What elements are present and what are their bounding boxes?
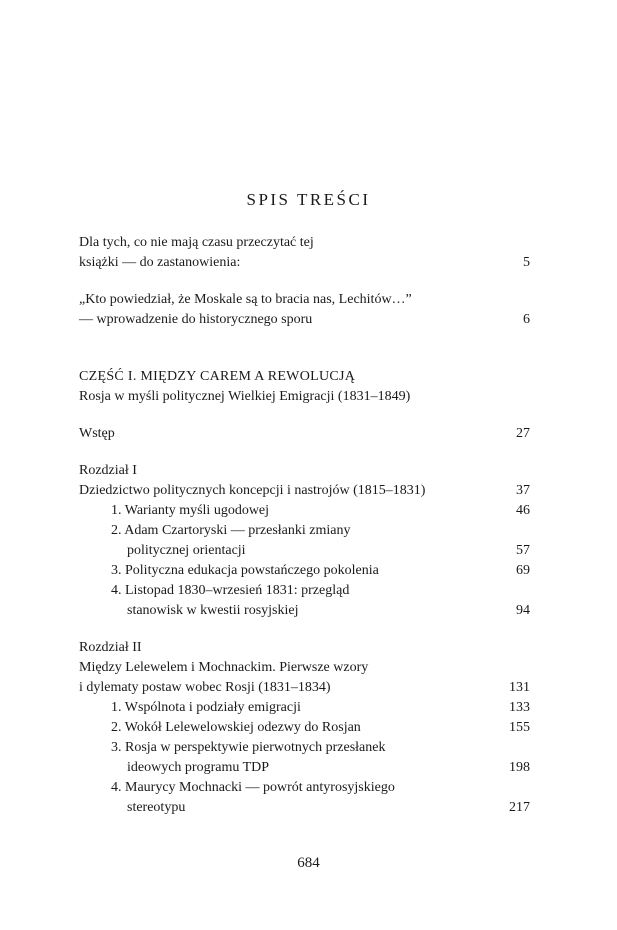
toc-page-number: 46 xyxy=(516,503,530,518)
toc-entry-text: Dla tych, co nie mają czasu przeczytać tej xyxy=(79,235,314,250)
toc-part-heading: CZĘŚĆ I. MIĘDZY CAREM A REWOLUCJĄ xyxy=(79,369,356,384)
toc-entry-text: 2. Wokół Lelewelowskiej odezwy do Rosjan xyxy=(111,720,361,735)
toc-page-number: 217 xyxy=(509,800,530,815)
toc-section-cont xyxy=(79,798,530,818)
toc-part-subheading: Rosja w myśli politycznej Wielkiej Emigracji (1831–1849) xyxy=(79,389,411,404)
toc-section xyxy=(79,581,530,601)
toc-entry-text: Dziedzictwo politycznych koncepcji i nastrojów (1815–1831) xyxy=(79,483,426,498)
toc-entry-intro1 xyxy=(79,233,530,253)
toc-entry-text: 2. Adam Czartoryski — przesłanki zmiany xyxy=(111,523,351,538)
toc-section xyxy=(79,501,530,521)
toc-chapter-number: Rozdział II xyxy=(79,640,142,655)
toc-entry-text: Wstęp xyxy=(79,426,115,441)
toc-page-number: 57 xyxy=(516,543,530,558)
page-number: 684 xyxy=(297,855,320,871)
toc-page-number: 37 xyxy=(516,483,530,498)
toc-entry-text: stereotypu xyxy=(127,800,186,815)
toc-entry-text: i dylematy postaw wobec Rosji (1831–1834) xyxy=(79,680,331,695)
toc-page-number: 94 xyxy=(516,603,530,618)
toc-chapter-label xyxy=(79,638,530,658)
toc-section xyxy=(79,561,530,581)
toc-entry-text: politycznej orientacji xyxy=(127,543,246,558)
toc-part-subtitle xyxy=(79,387,530,407)
toc-section xyxy=(79,778,530,798)
toc-entry-text: „Kto powiedział, że Moskale są to bracia nas, Lechitów…” xyxy=(79,292,412,307)
toc-section-cont xyxy=(79,541,530,561)
toc-entry-intro2 xyxy=(79,290,530,310)
toc-section-cont xyxy=(79,758,530,778)
toc-page-number: 133 xyxy=(509,700,530,715)
toc-entry-wstep xyxy=(79,424,530,444)
toc-section xyxy=(79,698,530,718)
toc-entry-intro2-cont xyxy=(79,310,530,330)
toc-chapter-title xyxy=(79,658,530,678)
page-title: SPIS TREŚCI xyxy=(246,190,371,209)
toc-page-number: 27 xyxy=(516,426,530,441)
toc-chapter-label xyxy=(79,461,530,481)
toc-entry-text: 1. Wspólnota i podziały emigracji xyxy=(111,700,301,715)
toc-chapter-title-cont xyxy=(79,678,530,698)
toc-entry-intro1-cont xyxy=(79,253,530,273)
toc-part-title xyxy=(79,367,530,387)
toc-section xyxy=(79,718,530,738)
toc-entry-text: stanowisk w kwestii rosyjskiej xyxy=(127,603,299,618)
toc-entry-text: 3. Rosja w perspektywie pierwotnych przesłanek xyxy=(111,740,386,755)
toc-chapter-number: Rozdział I xyxy=(79,463,137,478)
toc-entry-text: Między Lelewelem i Mochnackim. Pierwsze wzory xyxy=(79,660,369,675)
toc-entry-text: 4. Maurycy Mochnacki — powrót antyrosyjskiego xyxy=(111,780,395,795)
toc-page-number: 155 xyxy=(509,720,530,735)
toc-section xyxy=(79,738,530,758)
toc-entry-text: 3. Polityczna edukacja powstańczego pokolenia xyxy=(111,563,379,578)
toc-entry-text: 1. Warianty myśli ugodowej xyxy=(111,503,270,518)
toc-section-cont xyxy=(79,601,530,621)
toc-page-number: 5 xyxy=(523,255,530,270)
toc-page-number: 69 xyxy=(516,563,530,578)
toc-entry-text: — wprowadzenie do historycznego sporu xyxy=(79,312,313,327)
toc-entry-text: książki — do zastanowienia: xyxy=(79,255,241,270)
toc-entry-text: 4. Listopad 1830–wrzesień 1831: przegląd xyxy=(111,583,350,598)
toc-page-number: 131 xyxy=(509,680,530,695)
toc-page-number: 6 xyxy=(523,312,530,327)
toc-section xyxy=(79,521,530,541)
toc-chapter-title xyxy=(79,481,530,501)
toc-entry-text: ideowych programu TDP xyxy=(127,760,270,775)
toc-page-number: 198 xyxy=(509,760,530,775)
